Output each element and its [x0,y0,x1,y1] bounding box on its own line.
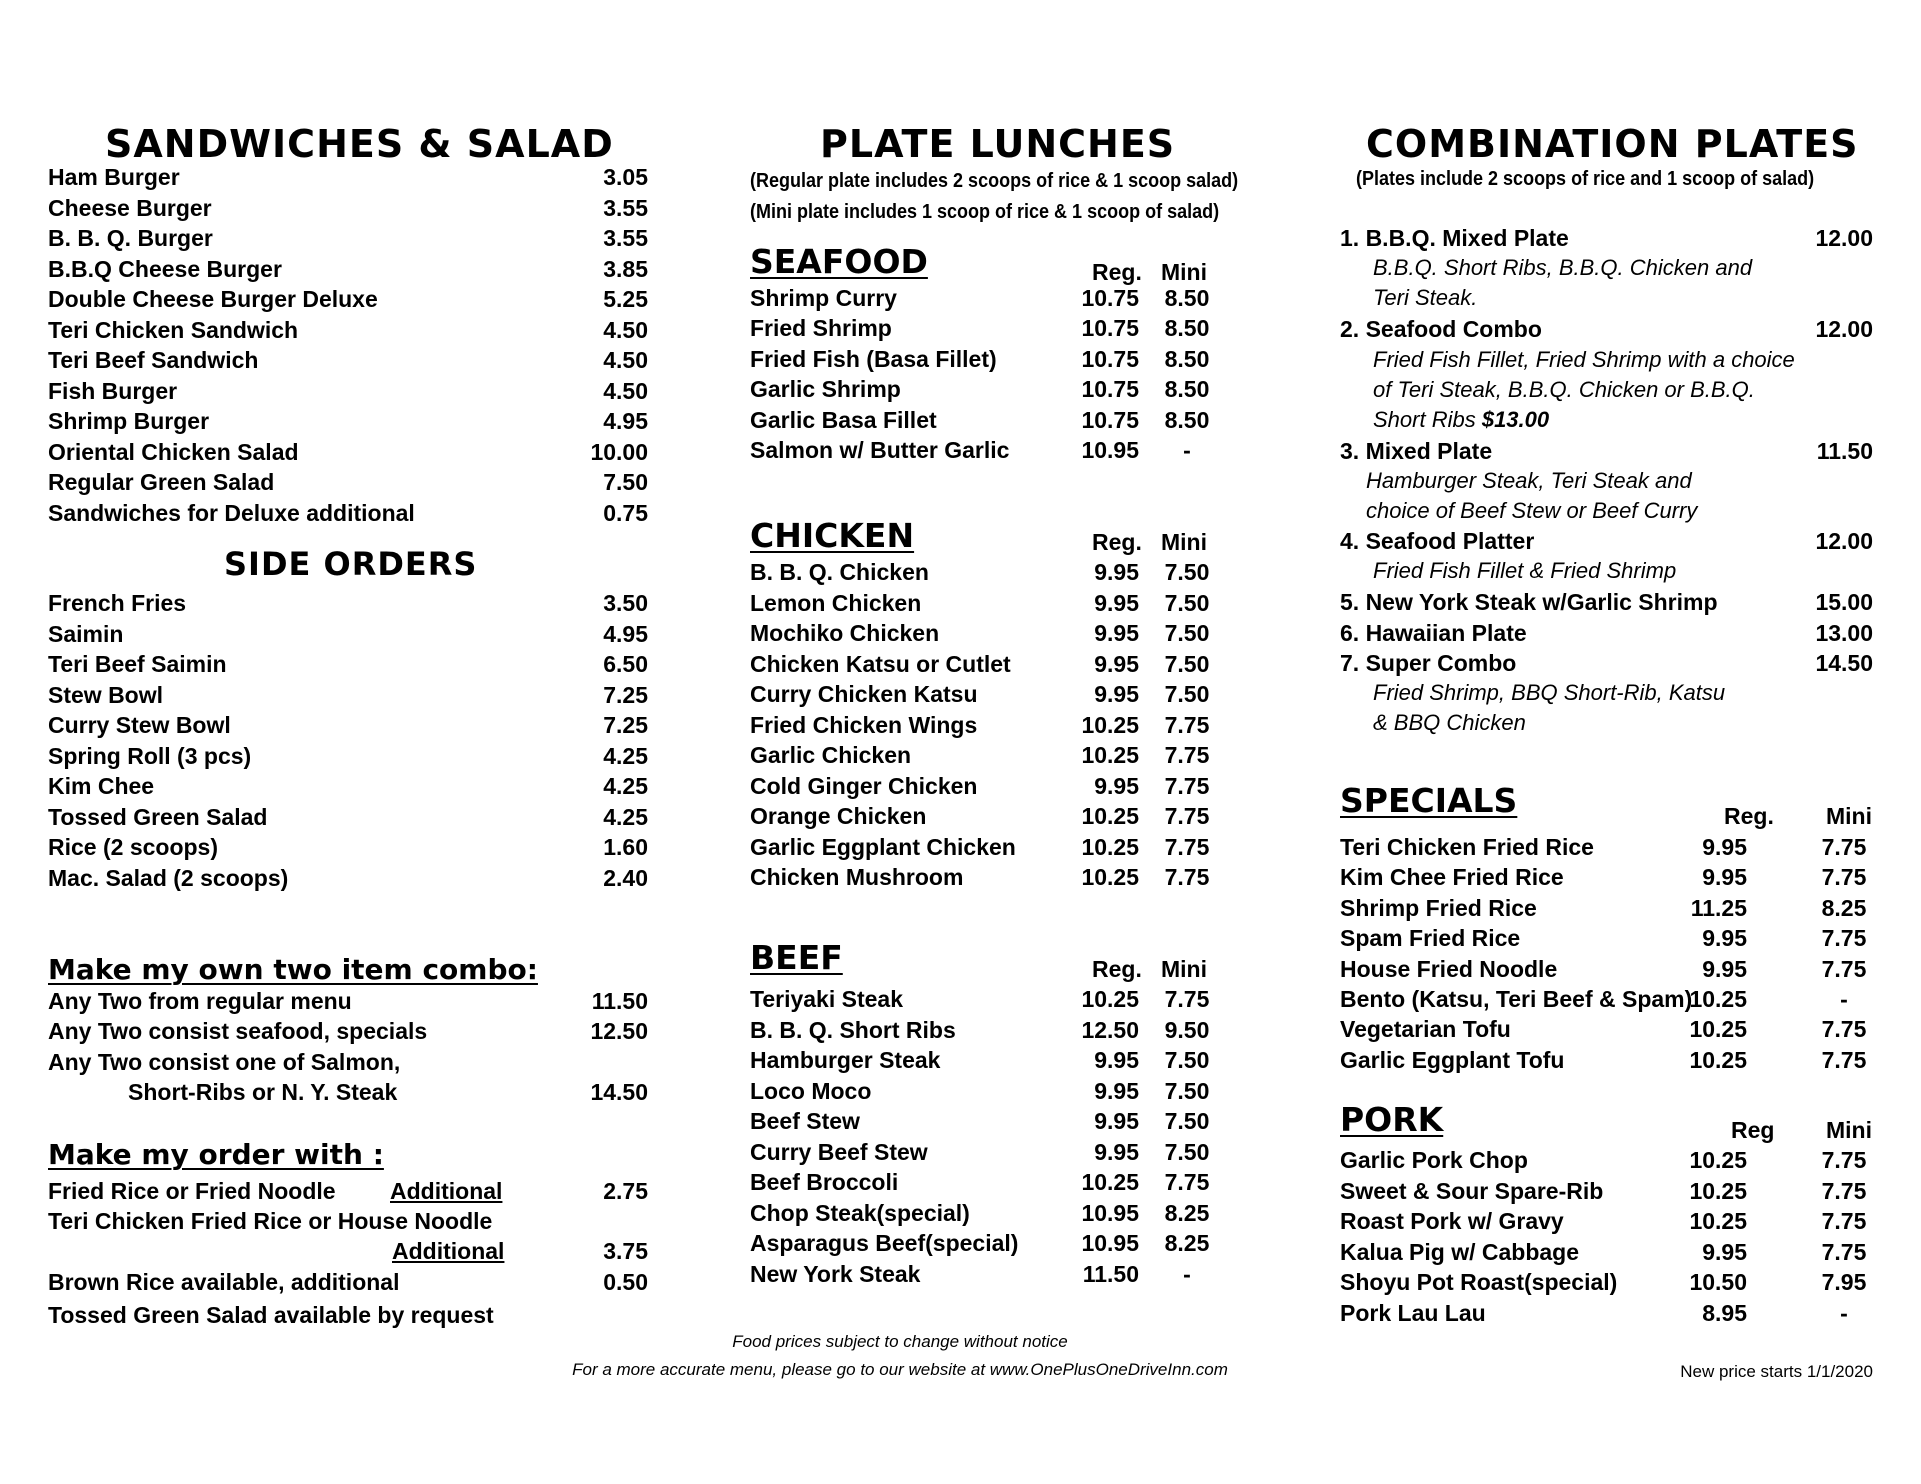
side-order-item-name: Tossed Green Salad [48,803,268,830]
beef-item-reg: 10.95 [1081,1200,1139,1226]
specials-item-name: House Fried Noodle [1340,956,1558,982]
sandwich-item-name: Fish Burger [48,377,178,404]
sandwich-item-name: Regular Green Salad [48,469,275,495]
side-order-item-name: Rice (2 scoops) [48,834,218,860]
chicken-item-name: B. B. Q. Chicken [750,559,929,585]
chicken-item-mini: 7.75 [1164,712,1210,738]
beef-title: BEEF [750,938,843,977]
pork-item-mini: 7.75 [1821,1208,1867,1234]
specials-item-mini: - [1840,986,1848,1012]
pork-item-mini: 7.95 [1821,1269,1867,1295]
specials-item-reg: 9.95 [1702,956,1747,982]
specials-item-name: Vegetarian Tofu [1340,1016,1511,1042]
combination-plate-description: Fried Fish Fillet & Fried Shrimp [1373,558,1677,583]
order-with-line2-tag: Additional [392,1238,505,1264]
combination-plate-name: 4. Seafood Platter [1340,528,1535,554]
combo-own-item-price: 12.50 [590,1018,648,1044]
specials-item-mini: 7.75 [1821,1047,1867,1073]
beef-item-mini: 7.50 [1164,1108,1210,1134]
seafood-col-reg: Reg. [1092,259,1142,285]
sandwich-item-name: Shrimp Burger [48,408,210,434]
chicken-item-mini: 7.75 [1164,773,1210,799]
beef-item-reg: 10.25 [1081,1169,1139,1195]
combination-plate-price: 12.00 [1815,225,1873,251]
combination-plate-price: 13.00 [1815,620,1873,646]
side-order-item-name: Spring Roll (3 pcs) [48,742,252,769]
beef-item-name: Chop Steak(special) [750,1200,970,1226]
seafood-item-reg: 10.75 [1081,376,1139,402]
beef-item-name: Curry Beef Stew [750,1139,928,1165]
chicken-item-mini: 7.75 [1164,803,1210,829]
seafood-item-mini: 8.50 [1164,407,1210,433]
combo-own-item-name: Any Two from regular menu [48,988,352,1014]
seafood-col-mini: Mini [1161,259,1207,285]
chicken-item-reg: 9.95 [1094,559,1139,585]
combination-plate-special-price: $13.00 [1475,407,1550,432]
sandwich-item-price: 5.25 [603,286,648,312]
combination-plate-price: 11.50 [1816,438,1873,464]
sandwich-item-name: Ham Burger [48,164,180,190]
beef-item-mini: - [1183,1261,1191,1287]
chicken-item-reg: 9.95 [1094,773,1139,799]
chicken-item-reg: 9.95 [1094,681,1139,707]
side-order-item-name: Stew Bowl [48,681,164,708]
side-order-item-name: French Fries [48,590,187,616]
combination-plate-price: 12.00 [1815,528,1873,554]
beef-item-mini: 7.50 [1164,1139,1210,1165]
sandwich-item-price: 4.50 [603,316,648,343]
specials-item-mini: 7.75 [1821,1016,1867,1042]
side-order-item-name: Teri Beef Saimin [48,651,227,677]
chicken-title: CHICKEN [750,516,915,555]
pork-item-mini: 7.75 [1821,1178,1867,1204]
footer-new-price: New price starts 1/1/2020 [1680,1362,1873,1381]
pork-item-name: Garlic Pork Chop [1340,1147,1528,1173]
side-orders-title: SIDE ORDERS [224,545,478,583]
beef-item-name: Beef Stew [750,1108,860,1134]
beef-item-mini: 8.25 [1164,1200,1210,1226]
chicken-item-name: Garlic Eggplant Chicken [750,834,1016,860]
order-with-line3: Brown Rice available, additional [48,1269,400,1295]
order-with-line1-price: 2.75 [603,1178,648,1204]
beef-item-reg: 10.25 [1081,986,1139,1012]
sandwich-item-price: 3.55 [603,194,648,221]
chicken-item-mini: 7.50 [1164,651,1210,677]
combo-own-title: Make my own two item combo: [48,953,538,986]
chicken-item-name: Chicken Katsu or Cutlet [750,651,1011,677]
specials-item-name: Teri Chicken Fried Rice [1340,834,1594,860]
chicken-item-reg: 9.95 [1094,620,1139,646]
order-with-line3-price: 0.50 [603,1269,648,1295]
combo-own-item-price: 14.50 [590,1079,648,1105]
beef-item-reg: 9.95 [1094,1078,1139,1104]
sandwich-item-price: 4.50 [603,347,648,373]
specials-item-name: Bento (Katsu, Teri Beef & Spam) [1340,986,1693,1012]
pork-item-reg: 8.95 [1702,1300,1747,1326]
combination-plate-description: Fried Fish Fillet, Fried Shrimp with a choice [1373,347,1795,372]
combination-plate-description: Fried Shrimp, BBQ Short-Rib, Katsu [1373,680,1726,705]
beef-item-mini: 7.50 [1164,1078,1210,1104]
side-order-item-name: Curry Stew Bowl [48,712,231,738]
side-order-item-price: 4.95 [603,620,648,647]
footer-price-notice: Food prices subject to change without notice [732,1332,1068,1351]
side-order-item-price: 7.25 [603,712,648,738]
chicken-item-name: Garlic Chicken [750,742,912,768]
specials-item-reg: 10.25 [1689,986,1747,1012]
plate-lunches-note-mini: (Mini plate includes 1 scoop of rice & 1 scoop of salad) [750,201,1220,223]
beef-item-reg: 11.50 [1082,1261,1139,1287]
beef-item-mini: 7.75 [1164,986,1210,1012]
sandwich-item-name: Teri Chicken Sandwich [48,316,299,343]
sandwich-item-name: B. B. Q. Burger [48,225,213,251]
specials-item-reg: 9.95 [1702,864,1747,890]
combination-plate-name: 7. Super Combo [1340,650,1517,676]
chicken-item-reg: 9.95 [1094,590,1139,616]
combination-plate-price: 14.50 [1815,650,1873,676]
side-order-item-price: 4.25 [603,773,648,799]
sandwich-item-price: 4.50 [603,377,648,404]
pork-item-name: Roast Pork w/ Gravy [1340,1208,1564,1234]
pork-item-mini: 7.75 [1821,1239,1867,1265]
combination-plate-name: 1. B.B.Q. Mixed Plate [1340,225,1569,251]
pork-item-reg: 10.50 [1689,1269,1747,1295]
seafood-item-mini: 8.50 [1164,315,1210,341]
sandwich-item-name: B.B.Q Cheese Burger [48,255,282,282]
specials-col-mini: Mini [1826,803,1872,829]
sandwich-item-price: 3.55 [603,225,648,251]
sandwich-item-name: Oriental Chicken Salad [48,438,299,465]
sandwich-item-name: Sandwiches for Deluxe additional [48,499,415,526]
beef-item-name: New York Steak [750,1261,921,1287]
sandwich-item-name: Double Cheese Burger Deluxe [48,286,378,312]
pork-item-name: Shoyu Pot Roast(special) [1340,1269,1618,1295]
chicken-item-name: Fried Chicken Wings [750,712,978,738]
combo-own-item-name: Any Two consist seafood, specials [48,1018,428,1044]
pork-item-mini: 7.75 [1821,1147,1867,1173]
pork-item-reg: 9.95 [1702,1239,1747,1265]
chicken-item-reg: 10.25 [1081,864,1139,890]
pork-col-reg: Reg [1731,1117,1775,1143]
beef-item-name: Teriyaki Steak [750,986,904,1012]
chicken-item-reg: 10.25 [1081,803,1139,829]
pork-item-name: Kalua Pig w/ Cabbage [1340,1239,1579,1265]
combination-plate-description: Short Ribs $13.00 [1373,407,1550,432]
specials-item-reg: 10.25 [1689,1047,1747,1073]
chicken-item-mini: 7.75 [1164,742,1210,768]
beef-col-mini: Mini [1161,956,1207,982]
beef-item-name: Hamburger Steak [750,1047,941,1073]
combination-plate-description: Teri Steak. [1373,285,1478,310]
combo-own-item-price: 11.50 [591,988,648,1014]
sandwich-item-price: 0.75 [603,499,648,526]
seafood-item-mini: 8.50 [1164,376,1210,402]
order-with-line4: Tossed Green Salad available by request [48,1302,494,1328]
seafood-item-reg: 10.75 [1081,407,1139,433]
specials-item-reg: 9.95 [1702,925,1747,951]
pork-item-name: Sweet & Sour Spare-Rib [1340,1178,1604,1204]
chicken-item-mini: 7.75 [1164,864,1210,890]
combination-plate-description: Hamburger Steak, Teri Steak and [1366,468,1692,493]
specials-item-mini: 7.75 [1821,834,1867,860]
chicken-item-mini: 7.50 [1164,620,1210,646]
seafood-item-name: Garlic Basa Fillet [750,407,937,433]
combination-plate-name: 3. Mixed Plate [1340,438,1493,464]
beef-item-name: B. B. Q. Short Ribs [750,1017,956,1043]
side-order-item-name: Mac. Salad (2 scoops) [48,864,289,891]
beef-item-mini: 9.50 [1164,1017,1210,1043]
order-with-line2: Teri Chicken Fried Rice or House Noodle [48,1208,493,1234]
seafood-item-mini: - [1183,437,1191,463]
specials-item-name: Kim Chee Fried Rice [1340,864,1564,890]
pork-item-name: Pork Lau Lau [1340,1300,1486,1326]
seafood-item-reg: 10.75 [1081,315,1139,341]
beef-item-mini: 7.75 [1164,1169,1210,1195]
chicken-item-mini: 7.50 [1164,590,1210,616]
side-order-item-price: 2.40 [603,864,648,891]
sandwich-item-price: 3.85 [603,255,648,282]
pork-item-mini: - [1840,1300,1848,1326]
specials-col-reg: Reg. [1724,803,1774,829]
specials-item-name: Shrimp Fried Rice [1340,895,1537,921]
specials-item-mini: 7.75 [1821,925,1867,951]
pork-item-reg: 10.25 [1689,1178,1747,1204]
seafood-item-mini: 8.50 [1164,346,1210,372]
combination-plate-description: choice of Beef Stew or Beef Curry [1366,498,1698,523]
combo-own-item-name: Any Two consist one of Salmon, [48,1049,401,1075]
sandwich-item-price: 4.95 [603,408,648,434]
combination-plate-description: B.B.Q. Short Ribs, B.B.Q. Chicken and [1373,255,1753,280]
beef-item-mini: 7.50 [1164,1047,1210,1073]
seafood-item-reg: 10.75 [1081,285,1139,311]
beef-item-reg: 9.95 [1094,1047,1139,1073]
seafood-item-reg: 10.95 [1081,437,1139,463]
plate-lunches-title: PLATE LUNCHES [820,122,1176,166]
beef-item-reg: 9.95 [1094,1108,1139,1134]
beef-item-name: Beef Broccoli [750,1169,899,1195]
chicken-item-reg: 10.25 [1081,742,1139,768]
side-order-item-name: Kim Chee [48,773,155,799]
sandwich-item-price: 7.50 [603,469,648,495]
combination-plate-name: 6. Hawaiian Plate [1340,620,1527,646]
combination-plate-price: 12.00 [1815,316,1873,342]
sandwich-item-price: 3.05 [603,164,648,190]
side-order-item-price: 3.50 [603,590,648,616]
beef-item-reg: 9.95 [1094,1139,1139,1165]
specials-item-reg: 9.95 [1702,834,1747,860]
order-with-line2-price: 3.75 [603,1238,648,1264]
order-with-title: Make my order with : [48,1138,384,1171]
pork-item-reg: 10.25 [1689,1147,1747,1173]
chicken-item-mini: 7.50 [1164,681,1210,707]
chicken-item-name: Orange Chicken [750,803,927,829]
sandwiches-title: SANDWICHES & SALAD [105,122,614,166]
seafood-item-name: Shrimp Curry [750,285,897,311]
specials-item-mini: 7.75 [1821,864,1867,890]
specials-item-name: Spam Fried Rice [1340,925,1521,951]
specials-item-name: Garlic Eggplant Tofu [1340,1047,1565,1073]
side-order-item-name: Saimin [48,620,124,647]
pork-item-reg: 10.25 [1689,1208,1747,1234]
sandwich-item-price: 10.00 [590,438,648,465]
seafood-item-name: Salmon w/ Butter Garlic [750,437,1010,463]
beef-col-reg: Reg. [1092,956,1142,982]
chicken-item-name: Chicken Mushroom [750,864,964,890]
chicken-item-mini: 7.75 [1164,834,1210,860]
plate-lunches-note-regular: (Regular plate includes 2 scoops of rice & 1 scoop salad) [750,170,1239,192]
chicken-item-mini: 7.50 [1164,559,1210,585]
footer-website-notice: For a more accurate menu, please go to our website at www.OnePlusOneDriveInn.com [572,1360,1228,1379]
side-order-item-price: 1.60 [603,834,648,860]
combination-plate-description: & BBQ Chicken [1373,710,1526,735]
sandwich-item-name: Teri Beef Sandwich [48,347,259,373]
order-with-line1: Fried Rice or Fried Noodle [48,1178,336,1204]
side-order-item-price: 6.50 [603,651,648,677]
specials-item-reg: 10.25 [1689,1016,1747,1042]
seafood-item-name: Fried Fish (Basa Fillet) [750,346,997,372]
sandwich-item-name: Cheese Burger [48,194,212,221]
beef-item-name: Loco Moco [750,1078,872,1104]
side-order-item-price: 7.25 [603,681,648,708]
seafood-item-mini: 8.50 [1164,285,1210,311]
pork-col-mini: Mini [1826,1117,1872,1143]
pork-title: PORK [1340,1100,1444,1139]
beef-item-mini: 8.25 [1164,1230,1210,1256]
order-with-line1-tag: Additional [390,1178,503,1204]
seafood-item-reg: 10.75 [1081,346,1139,372]
chicken-col-reg: Reg. [1092,529,1142,555]
chicken-col-mini: Mini [1161,529,1207,555]
combo-own-item-name: Short-Ribs or N. Y. Steak [128,1079,398,1105]
specials-item-reg: 11.25 [1690,895,1747,921]
beef-item-reg: 10.95 [1081,1230,1139,1256]
chicken-item-reg: 10.25 [1081,834,1139,860]
specials-item-mini: 7.75 [1821,956,1867,982]
seafood-item-name: Garlic Shrimp [750,376,901,402]
combination-plate-price: 15.00 [1815,589,1873,615]
chicken-item-name: Mochiko Chicken [750,620,940,646]
side-order-item-price: 4.25 [603,742,648,769]
combination-note: (Plates include 2 scoops of rice and 1 scoop of salad) [1356,168,1815,190]
specials-item-mini: 8.25 [1821,895,1867,921]
combination-title: COMBINATION PLATES [1366,122,1859,166]
chicken-item-name: Lemon Chicken [750,590,922,616]
combination-plate-description: of Teri Steak, B.B.Q. Chicken or B.B.Q. [1373,377,1755,402]
seafood-title: SEAFOOD [750,242,928,281]
chicken-item-name: Cold Ginger Chicken [750,773,978,799]
chicken-item-reg: 9.95 [1094,651,1139,677]
chicken-item-reg: 10.25 [1081,712,1139,738]
combination-plate-name: 2. Seafood Combo [1340,316,1542,342]
beef-item-name: Asparagus Beef(special) [750,1230,1019,1256]
side-order-item-price: 4.25 [603,803,648,830]
beef-item-reg: 12.50 [1081,1017,1139,1043]
chicken-item-name: Curry Chicken Katsu [750,681,978,707]
specials-title: SPECIALS [1340,781,1518,820]
seafood-item-name: Fried Shrimp [750,315,892,341]
combination-plate-name: 5. New York Steak w/Garlic Shrimp [1340,589,1718,615]
